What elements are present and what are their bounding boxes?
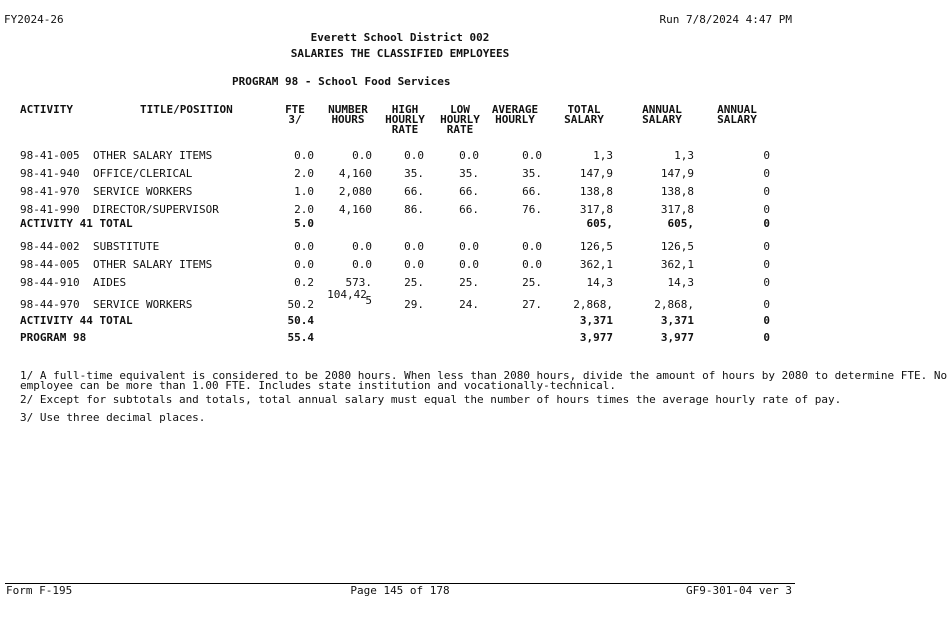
cell-low: 35. — [459, 167, 479, 180]
cell-avg: 66. — [522, 185, 542, 198]
total-label: PROGRAM 98 — [20, 331, 87, 344]
cell-high: 0.0 — [404, 149, 424, 162]
cell-low: 0.0 — [459, 149, 479, 162]
district-name: Everett School District 002 — [310, 31, 490, 44]
cell-code: 98-41-990 — [20, 203, 80, 216]
cell-hours: 4,160 — [338, 203, 372, 216]
cell-avg: 25. — [522, 276, 542, 289]
cell-code: 98-44-005 — [20, 258, 80, 271]
cell-avg: 0.0 — [522, 240, 542, 253]
cell-hours: 2,080 — [338, 185, 372, 198]
cell-fte: 0.2 — [294, 276, 314, 289]
col-annual-c-l2: SALARY — [717, 113, 757, 126]
footnote-2: 2/ Except for subtotals and totals, total annual salary must equal the number of hours times the average hourly rate of pay. — [20, 393, 842, 406]
cell-hours: 0.0 — [352, 149, 372, 162]
col-title: TITLE/POSITION — [140, 103, 233, 116]
report-title: SALARIES THE CLASSIFIED EMPLOYEES — [290, 47, 510, 60]
col-annual-a-l1: ANNUAL — [642, 103, 682, 116]
total-label: ACTIVITY 44 TOTAL — [20, 314, 133, 327]
cell-a: 1,3 — [674, 149, 694, 162]
cell-avg: 35. — [522, 167, 542, 180]
cell-hours: 4,160 — [338, 167, 372, 180]
total-c: 0 — [763, 217, 770, 230]
footnote-1b: employee can be more than 1.00 FTE. Includes state institution and vocationally-technical. — [20, 379, 617, 392]
col-total — [548, 105, 620, 125]
cell-fte: 1.0 — [294, 185, 314, 198]
cell-c: 0 — [763, 276, 770, 289]
cell-hours: 104,42 — [327, 288, 367, 301]
cell-low: 25. — [459, 276, 479, 289]
col-low-l1: LOW — [450, 103, 470, 116]
total-c: 0 — [763, 314, 770, 327]
cell-high: 25. — [404, 276, 424, 289]
col-hours — [322, 105, 374, 125]
cell-title: OFFICE/CLERICAL — [93, 167, 193, 180]
page-number: Page 145 of 178 — [350, 584, 450, 597]
cell-avg: 76. — [522, 203, 542, 216]
col-fte-l1: FTE — [285, 103, 305, 116]
cell-code: 98-41-940 — [20, 167, 80, 180]
cell-total: 1,3 — [593, 149, 613, 162]
col-avg-l2: HOURLY — [495, 113, 535, 126]
form-number: Form F-195 — [6, 584, 73, 597]
cell-total: 147,9 — [579, 167, 613, 180]
cell-avg: 27. — [522, 298, 542, 311]
total-fte: 55.4 — [287, 331, 314, 344]
cell-code: 98-41-005 — [20, 149, 80, 162]
cell-title: AIDES — [93, 276, 127, 289]
cell-code: 98-44-970 — [20, 298, 80, 311]
cell-hours: 573. — [345, 276, 372, 289]
col-high-l3: RATE — [391, 123, 419, 136]
col-hours-l2: HOURS — [331, 113, 365, 126]
col-total-l2: SALARY — [564, 113, 604, 126]
col-high-l2: HOURLY — [385, 113, 425, 126]
cell-low: 24. — [459, 298, 479, 311]
col-low-l2: HOURLY — [440, 113, 480, 126]
cell-c: 0 — [763, 203, 770, 216]
cell-high: 0.0 — [404, 240, 424, 253]
cell-a: 362,1 — [660, 258, 694, 271]
table-row — [0, 203, 800, 217]
cell-low: 0.0 — [459, 240, 479, 253]
col-low — [435, 105, 485, 135]
col-low-l3: RATE — [446, 123, 474, 136]
cell-title: SUBSTITUTE — [93, 240, 160, 253]
table-row — [0, 240, 800, 254]
col-annual-a — [626, 105, 698, 125]
total-row — [0, 217, 800, 231]
col-total-l1: TOTAL — [567, 103, 601, 116]
cell-low: 66. — [459, 185, 479, 198]
footnote-1a: 1/ A full-time equivalent is considered to be 2080 hours. When less than 2080 hours, divide the amount of hours by 2080 to determine FTE. No — [20, 369, 947, 382]
total-c: 0 — [763, 331, 770, 344]
cell-title: SERVICE WORKERS — [93, 298, 193, 311]
total-row — [0, 331, 800, 345]
cell-a: 14,3 — [667, 276, 694, 289]
cell-title: SERVICE WORKERS — [93, 185, 193, 198]
cell-total: 317,8 — [579, 203, 613, 216]
total-total: 3,371 — [579, 314, 613, 327]
col-avg-l1: AVERAGE — [491, 103, 539, 116]
cell-a: 2,868, — [654, 298, 694, 311]
cell-high: 0.0 — [404, 258, 424, 271]
col-high — [380, 105, 430, 135]
table-row — [0, 149, 800, 163]
col-annual-c-l1: ANNUAL — [717, 103, 757, 116]
fiscal-year: FY2024-26 — [4, 13, 64, 26]
run-info: Run 7/8/2024 4:47 PM — [659, 13, 792, 26]
cell-hours: 0.0 — [352, 258, 372, 271]
total-row — [0, 314, 800, 328]
cell-title: OTHER SALARY ITEMS — [93, 149, 213, 162]
program-title: PROGRAM 98 - School Food Services — [232, 75, 451, 88]
col-annual-a-l2: SALARY — [642, 113, 682, 126]
cell-code: 98-41-970 — [20, 185, 80, 198]
table-row — [0, 185, 800, 199]
cell-hours-wrap: 5 — [365, 294, 372, 307]
cell-fte: 2.0 — [294, 203, 314, 216]
cell-high: 29. — [404, 298, 424, 311]
cell-high: 35. — [404, 167, 424, 180]
cell-code: 98-44-002 — [20, 240, 80, 253]
cell-fte: 0.0 — [294, 258, 314, 271]
form-code: GF9-301-04 ver 3 — [686, 584, 792, 597]
col-high-l1: HIGH — [391, 103, 419, 116]
footnote-3: 3/ Use three decimal places. — [20, 411, 206, 424]
total-a: 3,977 — [660, 331, 694, 344]
total-total: 605, — [586, 217, 613, 230]
cell-low: 0.0 — [459, 258, 479, 271]
cell-fte: 0.0 — [294, 149, 314, 162]
cell-code: 98-44-910 — [20, 276, 80, 289]
col-hours-l1: NUMBER — [328, 103, 368, 116]
cell-fte: 0.0 — [294, 240, 314, 253]
cell-avg: 0.0 — [522, 149, 542, 162]
total-fte: 50.4 — [287, 314, 314, 327]
cell-c: 0 — [763, 298, 770, 311]
cell-hours: 0.0 — [352, 240, 372, 253]
cell-fte: 2.0 — [294, 167, 314, 180]
col-fte-l2: 3/ — [288, 113, 302, 126]
cell-high: 66. — [404, 185, 424, 198]
cell-c: 0 — [763, 149, 770, 162]
cell-a: 126,5 — [660, 240, 694, 253]
table-row — [0, 276, 800, 290]
col-annual-c — [704, 105, 770, 125]
cell-total: 126,5 — [579, 240, 613, 253]
cell-avg: 0.0 — [522, 258, 542, 271]
total-label: ACTIVITY 41 TOTAL — [20, 217, 133, 230]
cell-title: OTHER SALARY ITEMS — [93, 258, 213, 271]
cell-low: 66. — [459, 203, 479, 216]
col-avg — [488, 105, 542, 125]
cell-c: 0 — [763, 240, 770, 253]
total-a: 3,371 — [660, 314, 694, 327]
total-fte: 5.0 — [294, 217, 314, 230]
cell-fte: 50.2 — [287, 298, 314, 311]
cell-total: 362,1 — [579, 258, 613, 271]
cell-c: 0 — [763, 258, 770, 271]
cell-high: 86. — [404, 203, 424, 216]
cell-a: 147,9 — [660, 167, 694, 180]
table-row — [0, 288, 800, 312]
cell-total: 2,868, — [573, 298, 613, 311]
cell-c: 0 — [763, 185, 770, 198]
col-activity: ACTIVITY — [20, 103, 73, 116]
cell-c: 0 — [763, 167, 770, 180]
total-a: 605, — [667, 217, 694, 230]
cell-total: 138,8 — [579, 185, 613, 198]
col-fte — [270, 105, 320, 125]
cell-title: DIRECTOR/SUPERVISOR — [93, 203, 219, 216]
total-total: 3,977 — [579, 331, 613, 344]
cell-total: 14,3 — [586, 276, 613, 289]
cell-a: 138,8 — [660, 185, 694, 198]
table-row — [0, 167, 800, 181]
table-row — [0, 258, 800, 272]
cell-a: 317,8 — [660, 203, 694, 216]
